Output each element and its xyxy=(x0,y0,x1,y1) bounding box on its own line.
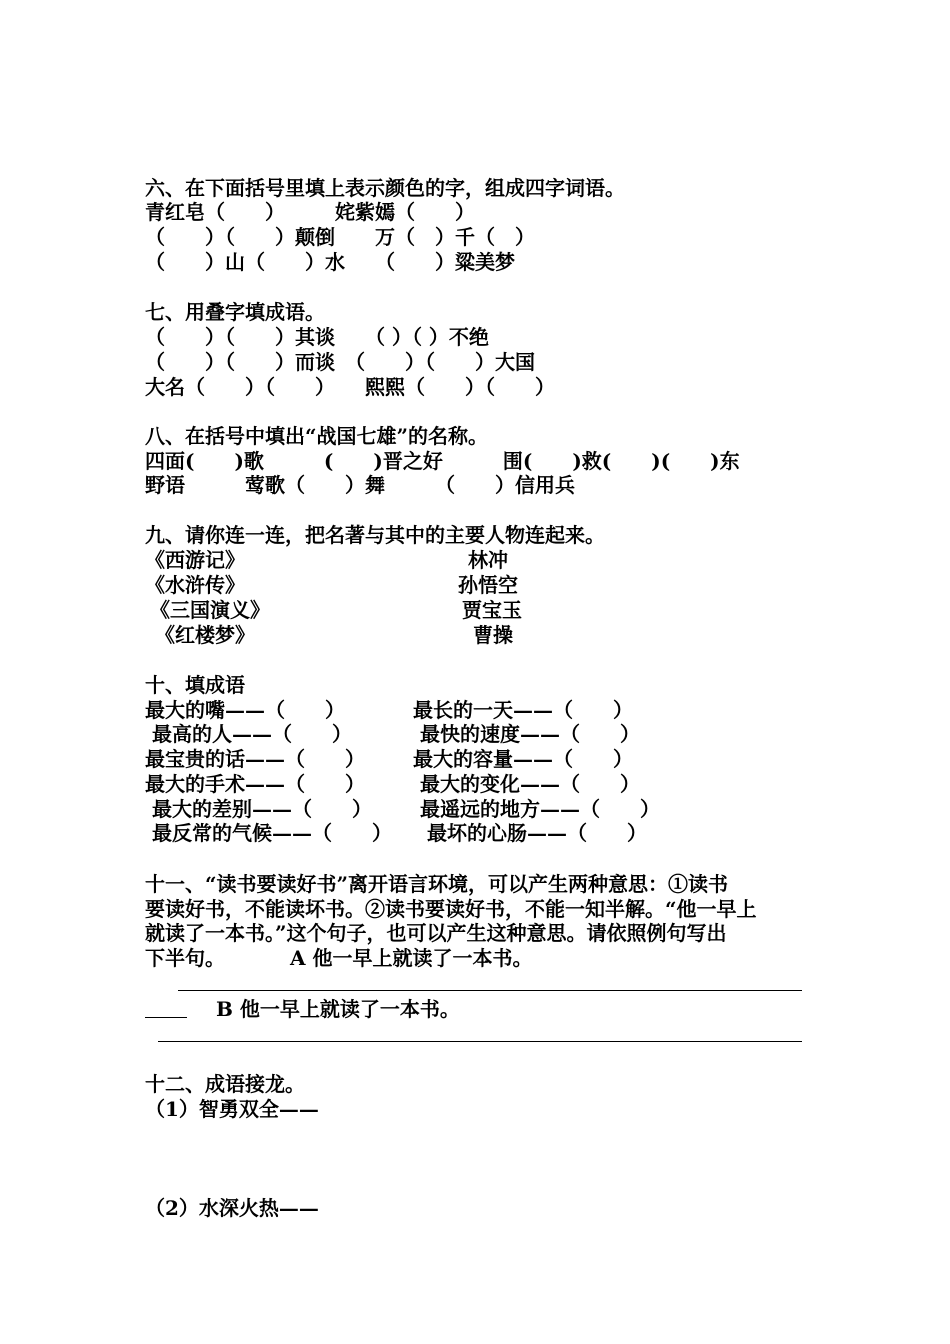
answer-line-a-tail xyxy=(145,1017,187,1018)
answer-line-b xyxy=(158,1041,802,1042)
section-6-line-1: 青红皂（ ） 姹紫嫣（ ） xyxy=(145,200,475,224)
section-11-line-2: 要读好书，不能读坏书。②读书要读好书，不能一知半解。“他一早上 xyxy=(145,897,757,921)
person-item: 孙悟空 xyxy=(458,573,518,597)
section-11-line-1: 十一、“读书要读好书”离开语言环境，可以产生两种意思：①读书 xyxy=(145,872,729,896)
section-7-line-1: （ ）（ ）其谈 （ ）（ ）不绝 xyxy=(145,325,489,349)
idiom-right-item: 最快的速度——（ ） xyxy=(413,722,640,746)
book-item: 《三国演义》 xyxy=(150,598,270,622)
idiom-chain-item-1: （1）智勇双全—— xyxy=(145,1097,319,1121)
section-11-line-4-start: 下半句。 xyxy=(145,946,225,970)
idiom-left-item: 最反常的气候——（ ） xyxy=(145,821,392,845)
section-8-title: 八、在括号中填出“战国七雄”的名称。 xyxy=(145,424,489,448)
section-7-line-3: 大名（ ）（ ） 熙熙（ ）（ ） xyxy=(145,375,555,399)
idiom-right-item: 最大的变化——（ ） xyxy=(413,772,640,796)
example-b: B 他一早上就读了一本书。 xyxy=(216,997,460,1021)
section-9-title: 九、请你连一连，把名著与其中的主要人物连起来。 xyxy=(145,523,605,547)
person-item: 贾宝玉 xyxy=(462,598,522,622)
idiom-left-item: 最高的人——（ ） xyxy=(145,722,352,746)
section-10-title: 十、填成语 xyxy=(145,673,245,697)
idiom-right-item: 最大的容量——（ ） xyxy=(413,747,633,771)
section-6-line-3: （ ）山（ ）水 （ ）粱美梦 xyxy=(145,250,515,274)
book-item: 《西游记》 xyxy=(145,548,245,572)
section-12-title: 十二、成语接龙。 xyxy=(145,1072,305,1096)
idiom-left-item: 最大的嘴——（ ） xyxy=(145,698,345,722)
book-item: 《红楼梦》 xyxy=(155,623,255,647)
section-8-line-1: 四面( )歌 ( )晋之好 围( )救( )( )东 xyxy=(145,449,740,473)
answer-line-a xyxy=(178,990,802,991)
idiom-right-item: 最长的一天——（ ） xyxy=(413,698,633,722)
idiom-chain-item-2: （2）水深火热—— xyxy=(145,1196,319,1220)
section-11-line-3: 就读了一本书。”这个句子，也可以产生这种意思。请依照例句写出 xyxy=(145,921,727,945)
person-item: 林冲 xyxy=(468,548,508,572)
section-8-line-2: 野语 莺歌（ ）舞 （ ）信用兵 xyxy=(145,473,575,497)
section-7-line-2: （ ）（ ）而谈 （ ）（ ）大国 xyxy=(145,350,535,374)
example-a: A 他一早上就读了一本书。 xyxy=(290,946,533,970)
section-6-title: 六、在下面括号里填上表示颜色的字，组成四字词语。 xyxy=(145,176,625,200)
book-item: 《水浒传》 xyxy=(145,573,245,597)
idiom-right-item: 最坏的心肠——（ ） xyxy=(420,821,647,845)
idiom-right-item: 最遥远的地方——（ ） xyxy=(413,797,660,821)
idiom-left-item: 最大的差别——（ ） xyxy=(145,797,372,821)
section-6-line-2: （ ）（ ）颠倒 万（ ）千（ ） xyxy=(145,225,535,249)
person-item: 曹操 xyxy=(473,623,513,647)
idiom-left-item: 最大的手术——（ ） xyxy=(145,772,365,796)
section-7-title: 七、用叠字填成语。 xyxy=(145,300,325,324)
idiom-left-item: 最宝贵的话——（ ） xyxy=(145,747,365,771)
